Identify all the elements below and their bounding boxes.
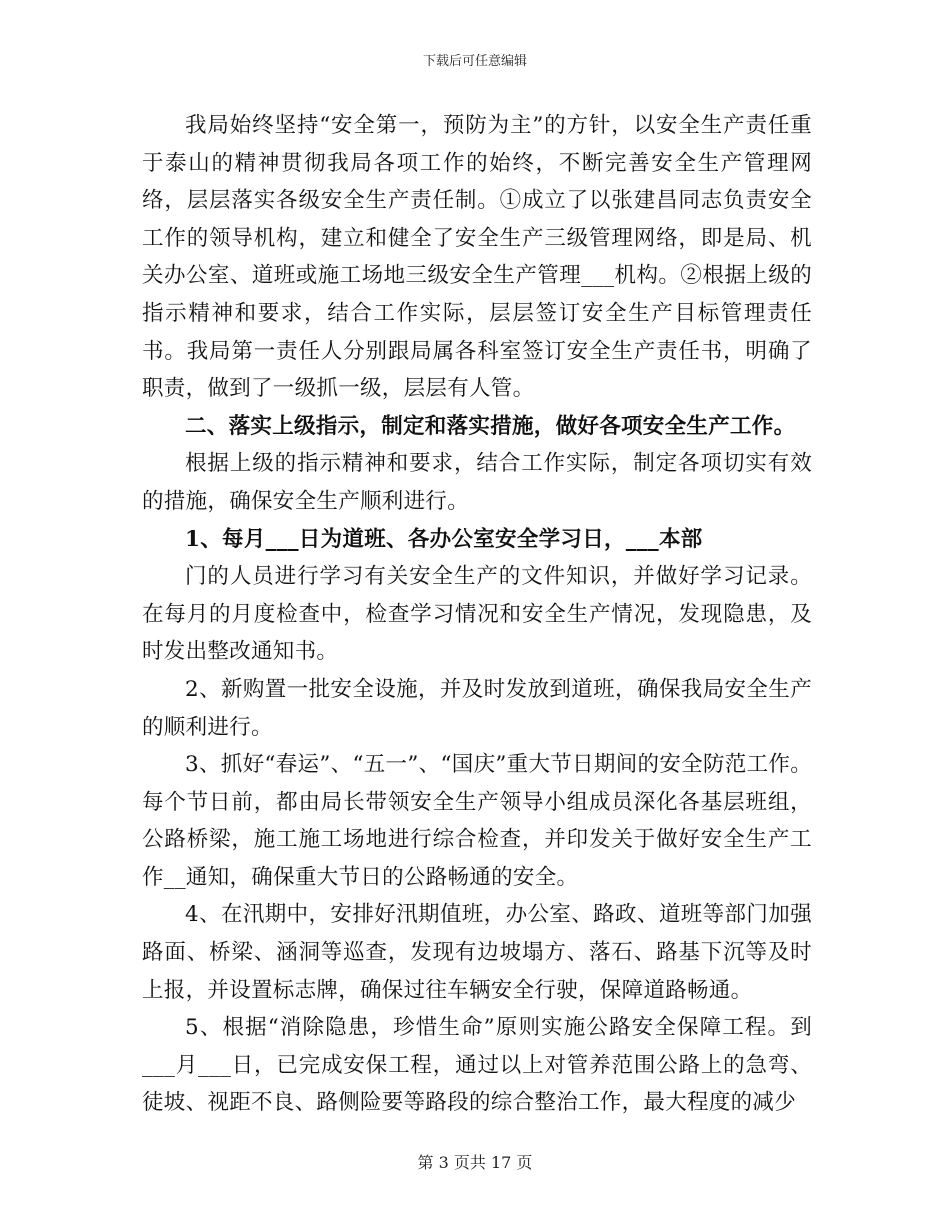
document-body <box>142 107 812 1122</box>
item-2: 2、新购置一批安全设施，并及时发放到道班，确保我局安全生产的顺利进行。 <box>142 676 812 740</box>
item-3: 3、抓好“春运”、“五一”、“国庆”重大节日期间的安全防范工作。每个节日前，都由局长带领安全生产领导小组成员深化各基层班组，公路桥梁，施工施工场地进行综合检查，并印发关于做好安全生产工作__通知，确保重大节日的公路畅通的安全。 <box>142 752 812 890</box>
paragraph-responsibility: 我局始终坚持“安全第一，预防为主”的方针，以安全生产责任重于泰山的精神贯彻我局各项工作的始终，不断完善安全生产管理网络，层层落实各级安全生产责任制。①成立了以张建昌同志负责安全工作的领导机构，建立和健全了安全生产三级管理网络，即是局、机关办公室、道班或施工场地三级安全生产管理___机构。②根据上级的指示精神和要求，结合工作实际，层层签订安全生产目标管理责任书。我局第一责任人分别跟局属各科室签订安全生产责任书，明确了职责，做到了一级抓一级，层层有人管。 <box>142 113 812 402</box>
section-heading-2: 二、落实上级指示，制定和落实措施，做好各项安全生产工作。 <box>185 413 796 439</box>
paragraph-measures-intro: 根据上级的指示精神和要求，结合工作实际，制定各项切实有效的措施，确保安全生产顺利进行。 <box>142 451 812 514</box>
item-5: 5、根据“消除隐患，珍惜生命”原则实施公路安全保障工程。到___月___日，已完成安保工程，通过以上对管养范围公路上的急弯、徒坡、视距不良、路侧险要等路段的综合整治工作，最大程度的减少 <box>142 1015 812 1116</box>
header-note: 下载后可任意编辑 <box>422 54 527 69</box>
item-4: 4、在汛期中，安排好汛期值班，办公室、路政、道班等部门加强路面、桥梁、涵洞等巡查，发现有边坡塌方、落石、路基下沉等及时上报，并设置标志牌，确保过往车辆安全行驶，保障道路畅通。 <box>142 902 812 1003</box>
item-1-body: 门的人员进行学习有关安全生产的文件知识，并做好学习记录。在每月的月度检查中，检查学习情况和安全生产情况，发现隐患，及时发出整改通知书。 <box>142 564 812 665</box>
page-number: 第 3 页共 17 页 <box>417 1153 533 1172</box>
item-1-heading: 1、每月___日为道班、各办公室安全学习日，___本部 <box>185 526 703 552</box>
